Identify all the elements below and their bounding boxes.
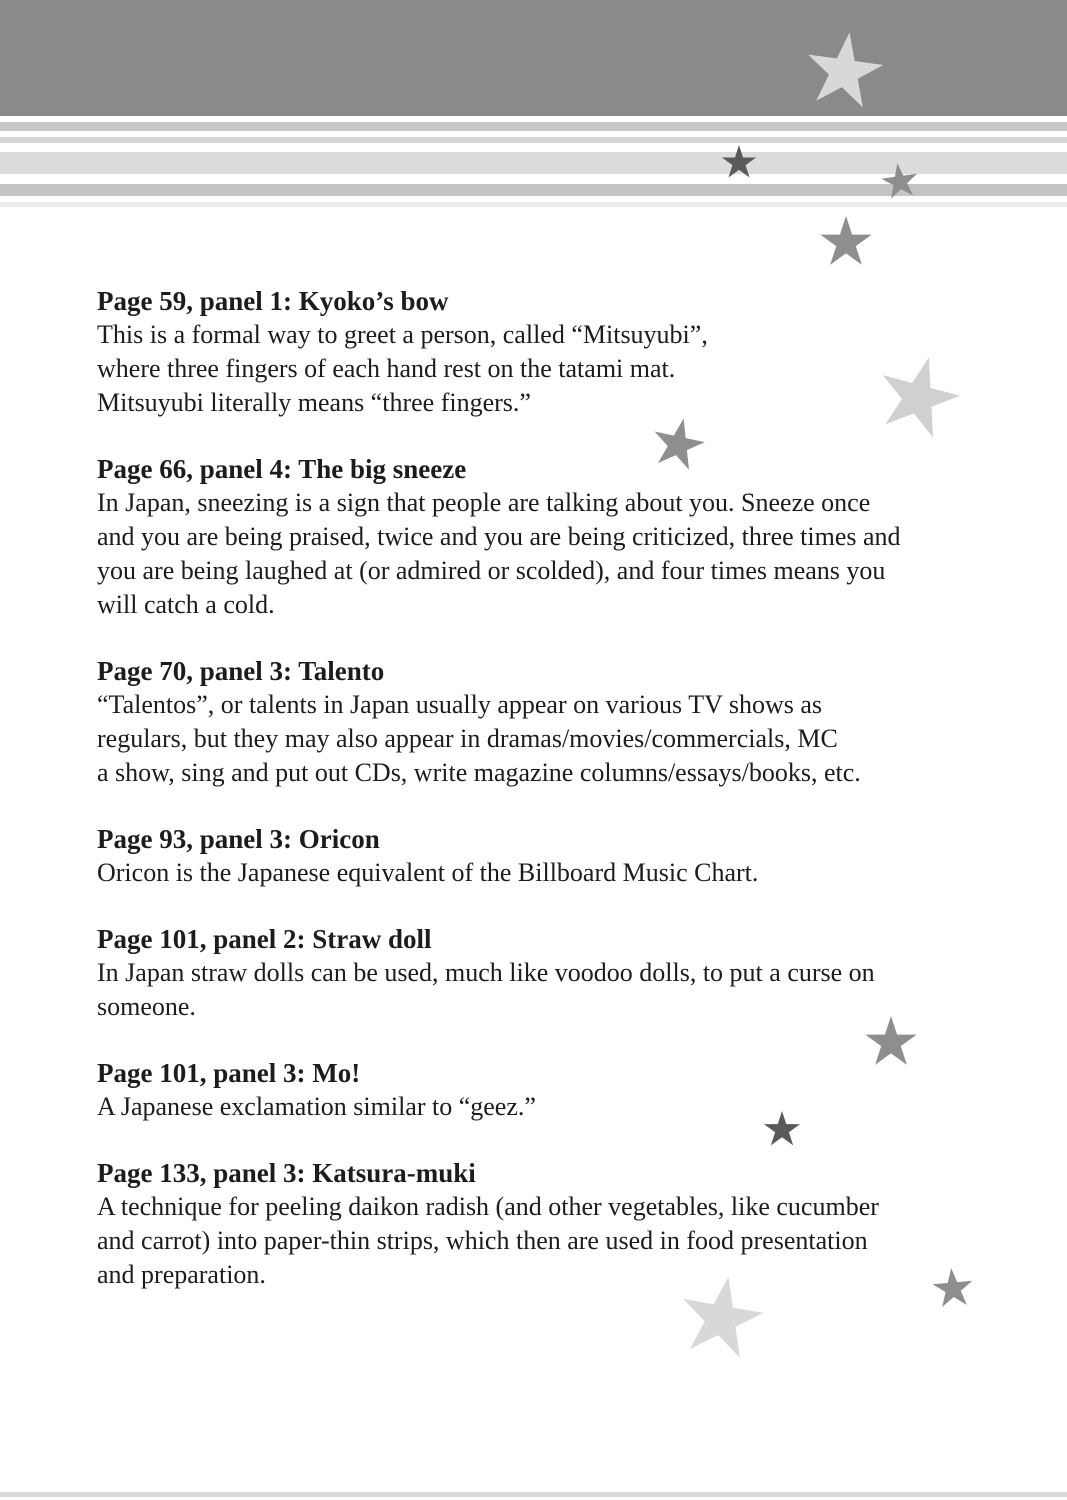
note-item: [97, 1056, 977, 1124]
header-stripe: [0, 137, 1067, 143]
star-icon: [721, 145, 757, 181]
note-body: A technique for peeling daikon radish (and other vegetables, like cucumber and carrot) into paper-thin strips, which then are used in food presentation and preparation.: [97, 1192, 879, 1289]
translation-notes: [97, 284, 977, 1324]
note-item: [97, 452, 977, 622]
note-heading: Page 101, panel 3: Mo!: [97, 1058, 361, 1088]
note-heading: Page 133, panel 3: Katsura-muki: [97, 1158, 476, 1188]
note-body: Oricon is the Japanese equivalent of the Billboard Music Chart.: [97, 858, 759, 887]
note-body: In Japan straw dolls can be used, much like voodoo dolls, to put a curse on someone.: [97, 958, 875, 1021]
note-heading: Page 101, panel 2: Straw doll: [97, 924, 432, 954]
star-icon: [881, 163, 919, 201]
note-heading: Page 66, panel 4: The big sneeze: [97, 454, 467, 484]
note-body: This is a formal way to greet a person, called “Mitsuyubi”, where three fingers of each hand rest on the tatami mat. Mitsuyubi literally means “three fingers.”: [97, 320, 708, 417]
note-item: [97, 284, 977, 420]
note-item: [97, 654, 977, 790]
star-icon: [804, 32, 884, 112]
header-stripe: [0, 202, 1067, 207]
note-heading: Page 70, panel 3: Talento: [97, 656, 385, 686]
note-body: A Japanese exclamation similar to “geez.”: [97, 1092, 536, 1121]
note-item: [97, 922, 977, 1024]
note-heading: Page 93, panel 3: Oricon: [97, 824, 380, 854]
note-item: [97, 822, 977, 890]
note-body: “Talentos”, or talents in Japan usually appear on various TV shows as regulars, but they may also appear in dramas/movies/commercials, MC a show, sing and put out CDs, write magazine columns/essays/books, etc.: [97, 690, 861, 787]
star-icon: [819, 216, 873, 270]
footer-rule: [0, 1492, 1067, 1497]
header-band: [0, 0, 1067, 116]
note-item: [97, 1156, 977, 1292]
note-body: In Japan, sneezing is a sign that people are talking about you. Sneeze once and you are being praised, twice and you are being criticized, three times and you are being laughed at (or admired or scolded), and four times means you will catch a cold.: [97, 488, 901, 619]
note-heading: Page 59, panel 1: Kyoko’s bow: [97, 286, 449, 316]
header-stripe: [0, 122, 1067, 131]
